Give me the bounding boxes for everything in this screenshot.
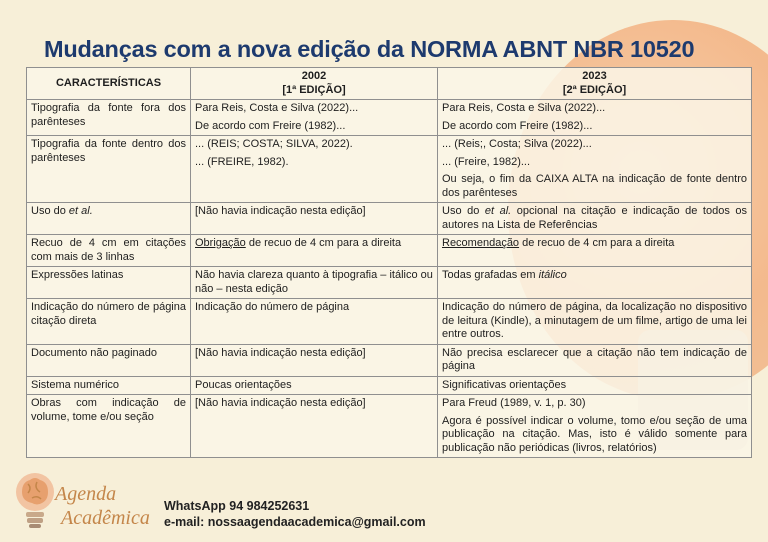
new-cell — [438, 235, 752, 267]
header-2002-edition: [1ª EDIÇÃO] — [282, 83, 346, 96]
old-cell: Poucas orientações — [191, 376, 438, 395]
old-cell: [Não havia indicação nesta edição] — [191, 203, 438, 235]
old-text: de recuo de 4 cm para a direita — [245, 237, 402, 249]
feature-cell: Expressões latinas — [27, 267, 191, 299]
new-text: Para Freud (1989, v. 1, p. 30) — [442, 397, 586, 409]
brand-line-2: Acadêmica — [61, 507, 150, 529]
new-text: opcional na citação e indicação de todos os autores na Lista de Referências — [442, 205, 747, 231]
old-cell: [Não havia indicação nesta edição] — [191, 395, 438, 458]
new-cell: Não precisa esclarecer que a citação não tem indicação de página — [438, 344, 752, 376]
header-2002-year: 2002 — [301, 70, 327, 82]
table-row — [27, 376, 752, 395]
new-cell: Significativas orientações — [438, 376, 752, 395]
table-row — [27, 395, 752, 458]
table-row — [27, 267, 752, 299]
new-cell: Indicação do número de página, da localização no dispositivo de leitura (Kindle), a minutagem de um filme, artigo de uma lei entre outros. — [438, 299, 752, 345]
header-characteristics: CARACTERÍSTICAS — [27, 68, 191, 100]
table-row — [27, 136, 752, 203]
table-row — [27, 203, 752, 235]
feature-cell: Indicação do número de página citação direta — [27, 299, 191, 345]
feature-cell — [27, 203, 191, 235]
old-cell: Indicação do número de página — [191, 299, 438, 345]
table-row — [27, 344, 752, 376]
new-italic: itálico — [538, 269, 567, 281]
old-cell: [Não havia indicação nesta edição] — [191, 344, 438, 376]
header-2002 — [191, 68, 438, 100]
new-cell — [438, 395, 752, 458]
feature-cell: Sistema numérico — [27, 376, 191, 395]
new-italic: et al. — [484, 205, 512, 217]
whatsapp-number: WhatsApp 94 984252631 — [164, 499, 310, 513]
new-text: ... (Reis;, Costa; Silva (2022)... — [442, 138, 592, 150]
table-row — [27, 235, 752, 267]
old-text: ... (FREIRE, 1982). — [195, 155, 289, 168]
new-text: De acordo com Freire (1982)... — [442, 119, 593, 132]
contact-info — [164, 498, 426, 530]
old-cell — [191, 136, 438, 203]
feature-cell: Recuo de 4 cm em citações com mais de 3 linhas — [27, 235, 191, 267]
new-text: Todas grafadas em — [442, 269, 539, 281]
brain-bulb-logo-icon — [10, 470, 60, 532]
brand-line-1: Agenda — [55, 483, 117, 505]
header-2023-year: 2023 — [582, 70, 607, 82]
old-text: De acordo com Freire (1982)... — [195, 119, 346, 132]
new-text: ... (Freire, 1982)... — [442, 155, 531, 168]
feature-cell: Documento não paginado — [27, 344, 191, 376]
new-cell — [438, 100, 752, 136]
feature-text: Uso do — [31, 205, 69, 217]
feature-italic: et al. — [68, 205, 93, 217]
page-title: Mudanças com a nova edição da NORMA ABNT NBR 10520 — [44, 36, 695, 62]
header-2023 — [438, 68, 752, 100]
old-cell — [191, 100, 438, 136]
feature-cell: Tipografia da fonte fora dos parênteses — [27, 100, 191, 136]
new-cell — [438, 136, 752, 203]
new-cell — [438, 203, 752, 235]
new-text: Agora é possível indicar o volume, tomo e/ou seção de uma publicação na citação. Mas, isto é válido somente para publicação não periódicas (livros, relatórios) — [442, 414, 747, 454]
header-2023-edition: [2ª EDIÇÃO] — [562, 83, 627, 96]
table-row — [27, 100, 752, 136]
new-underlined: Recomendação — [442, 237, 520, 249]
comparison-table — [26, 67, 752, 458]
old-text: Para Reis, Costa e Silva (2022)... — [195, 102, 359, 114]
old-cell: Não havia clareza quanto à tipografia – itálico ou não – nesta edição — [191, 267, 438, 299]
table-row — [27, 299, 752, 345]
new-cell — [438, 267, 752, 299]
old-underlined: Obrigação — [195, 237, 246, 249]
old-text: ... (REIS; COSTA; SILVA, 2022). — [195, 138, 353, 150]
feature-cell: Obras com indicação de volume, tome e/ou seção — [27, 395, 191, 458]
old-cell — [191, 235, 438, 267]
email-address: e-mail: nossaagendaacademica@gmail.com — [164, 515, 426, 529]
new-text: Ou seja, o fim da CAIXA ALTA na indicação de fonte dentro dos parênteses — [442, 173, 747, 199]
new-text: de recuo de 4 cm para a direita — [519, 237, 675, 249]
feature-cell: Tipografia da fonte dentro dos parênteses — [27, 136, 191, 203]
new-text: Uso do — [442, 205, 485, 217]
table-header-row — [27, 68, 752, 100]
brand-name — [55, 482, 150, 530]
new-text: Para Reis, Costa e Silva (2022)... — [442, 102, 606, 114]
